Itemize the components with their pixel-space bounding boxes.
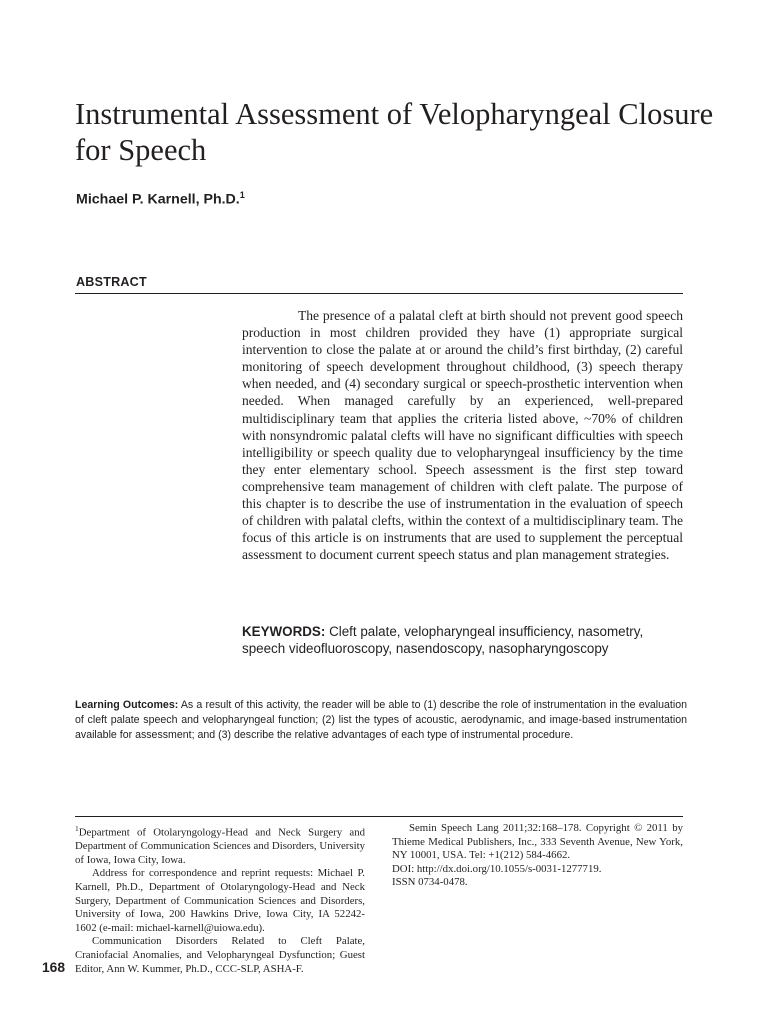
footnote-issue: Communication Disorders Related to Cleft Palate, Craniofacial Anomalies, and Velopharyngeal Dysfunction; Guest Editor, Ann W. Kummer, Ph.D., CCC-SLP, ASHA-F. [75,935,365,975]
author-name: Michael P. Karnell, Ph.D. [76,191,240,208]
footnote-correspondence: Address for correspondence and reprint requests: Michael P. Karnell, Ph.D., Department of Otolaryngology-Head and Neck Surgery, Department of Communication Sciences and Disorders, University of Iowa, 200 Hawkins Drive, Iowa City, IA 52242-1602 (e-mail: michael-karnell@uiowa.edu). [75,867,365,934]
footnotes-right-column [392,822,683,890]
footnote-divider [75,816,683,817]
abstract-paragraph: The presence of a palatal cleft at birth should not prevent good speech production in most children provided they have (1) appropriate surgical intervention to close the palate at or around the child’s first birthday, (2) careful monitoring of speech development throughout childhood, (3) speech therapy when needed, and (4) secondary surgical or speech-prosthetic intervention when needed. When managed carefully by an experienced, well-prepared multidisciplinary team that applies the criteria listed above, ~70% of children with nonsyndromic palatal clefts will have no significant difficulties with speech intelligibility or speech quality due to velopharyngeal insufficiency by the time they enter elementary school. Speech assessment is the first step toward comprehensive team management of children with cleft palate. The purpose of this chapter is to describe the use of instrumentation in the evaluation of speech of children with palatal clefts, within the context of a multidisciplinary team. The focus of this article is on instruments that are used to supplement the perceptual assessment to document current speech status and plan management strategies. [242,308,683,563]
abstract-heading: ABSTRACT [76,275,147,289]
learning-outcomes-text: As a result of this activity, the reader will be able to (1) describe the role of instrumentation in the evaluation of cleft palate speech and velopharyngeal function; (2) list the types of acoustic, aerodynamic, and image-based instrumentation available for assessment; and (3) describe the relative advantages of each type of instrumental procedure. [75,699,687,742]
keywords [242,623,687,658]
footnote-doi: DOI: http://dx.doi.org/10.1055/s-0031-1277719. [392,862,602,875]
abstract-divider [75,293,683,294]
footnotes-left-column [75,822,365,976]
learning-outcomes [75,698,687,744]
page-number: 168 [42,960,66,975]
keywords-label: KEYWORDS: [242,624,326,639]
footnote-affiliation-text: Department of Otolaryngology-Head and Neck Surgery and Department of Communication Sciences and Disorders, University of Iowa, Iowa City, Iowa. [75,826,365,866]
author-line [76,190,245,208]
abstract-body [242,307,683,563]
footnote-affiliation [75,822,365,867]
footnote-marker: 1 [75,824,79,833]
keywords-text: Cleft palate, velopharyngeal insufficiency, nasometry, speech videofluoroscopy, nasendoscopy, nasopharyngoscopy [242,624,644,657]
article-title: Instrumental Assessment of Velopharyngeal Closure for Speech [75,97,714,167]
footnote-issn: ISSN 0734-0478. [392,876,468,889]
author-affiliation-marker: 1 [239,190,245,200]
learning-outcomes-label: Learning Outcomes: [75,699,179,711]
footnote-citation: Semin Speech Lang 2011;32:168–178. Copyright © 2011 by Thieme Medical Publishers, Inc., 333 Seventh Avenue, New York, NY 10001, USA. Tel: +1(212) 584-4662. [392,822,683,862]
